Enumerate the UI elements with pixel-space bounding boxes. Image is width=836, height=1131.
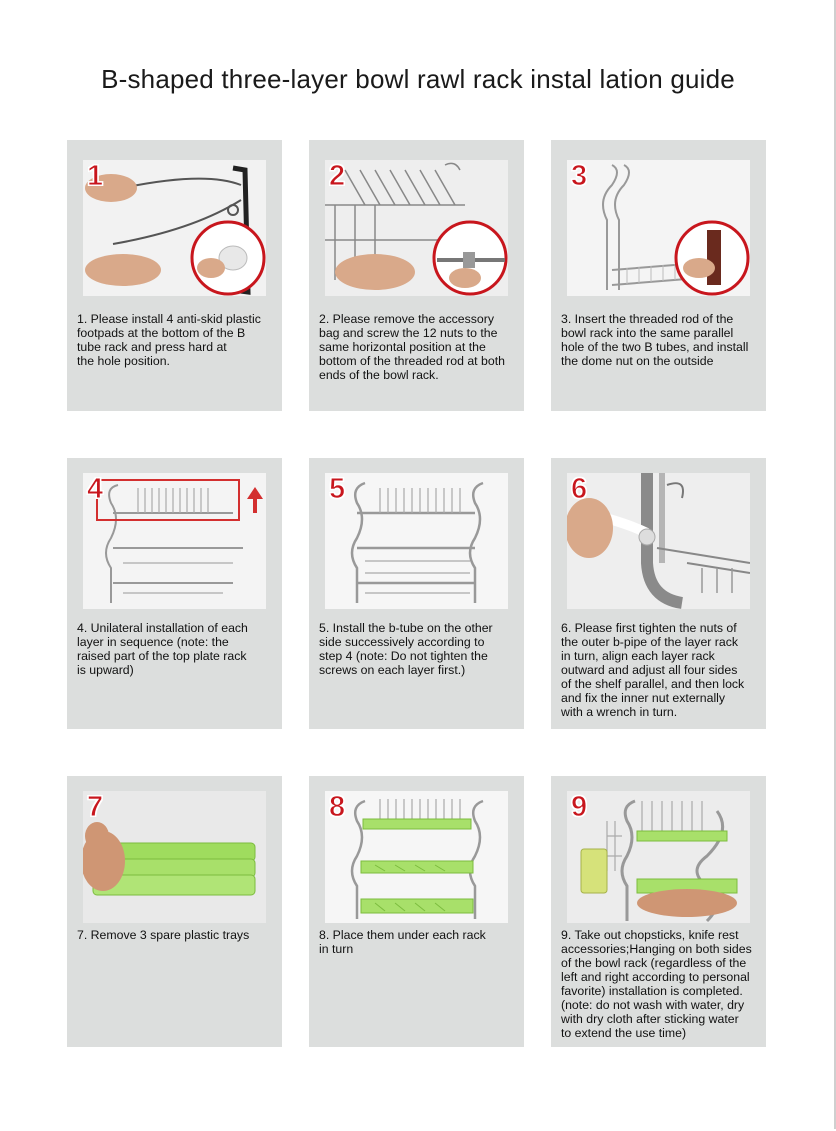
- step-description-8: 8. Place them under each rack in turn: [319, 928, 486, 956]
- step-card-8: [309, 776, 524, 1047]
- step-number-8: 8: [329, 791, 346, 823]
- step-number-3: 3: [571, 160, 588, 192]
- step-card-1: [67, 140, 282, 411]
- wrench-tighten-photo: [567, 473, 750, 609]
- step-card-7: [67, 776, 282, 1047]
- step-card-4: [67, 458, 282, 729]
- step-number-6: 6: [571, 473, 588, 505]
- step-description-1: 1. Please install 4 anti-skid plastic footpads at the bottom of the B tube rack and press hard at the hole position.: [77, 312, 261, 368]
- step-number-9: 9: [571, 791, 588, 823]
- step-description-7: 7. Remove 3 spare plastic trays: [77, 928, 250, 942]
- step-number-7: 7: [87, 791, 104, 823]
- unilateral-install-photo: [83, 473, 266, 609]
- step-description-9: 9. Take out chopsticks, knife rest accessories;Hanging on both sides of the bowl rack (regardless of the left and right according to personal favorite) installation is completed. (note: do not wash with water, dry with dry cloth after sticking water to extend the use time): [561, 928, 752, 1040]
- step-number-4: 4: [87, 473, 104, 505]
- step-description-4: 4. Unilateral installation of each layer in sequence (note: the raised part of the top plate rack is upward): [77, 621, 248, 677]
- page-title: B-shaped three-layer bowl rawl rack instal lation guide: [101, 64, 735, 94]
- install-footpads-photo: [83, 160, 266, 296]
- plastic-trays-photo: [83, 791, 266, 923]
- step-description-5: 5. Install the b-tube on the other side successively according to step 4 (note: Do not tighten the screws on each layer first.): [319, 621, 493, 677]
- trays-placed-photo: [325, 791, 508, 923]
- install-btube-photo: [325, 473, 508, 609]
- completed-rack-photo: [567, 791, 750, 923]
- step-description-3: 3. Insert the threaded rod of the bowl rack into the same parallel hole of the two B tubes, and install the dome nut on the outside: [561, 312, 749, 368]
- step-number-2: 2: [329, 160, 346, 192]
- step-description-6: 6. Please first tighten the nuts of the outer b-pipe of the layer rack in turn, align each layer rack outward and adjust all four sides of the shelf parallel, and then lock and fix the inner nut externally with a wrench in turn.: [561, 621, 745, 719]
- step-description-2: 2. Please remove the accessory bag and screw the 12 nuts to the same horizontal position at the bottom of the threaded rod at both ends of the bowl rack.: [319, 312, 505, 382]
- step-number-1: 1: [87, 160, 104, 192]
- step-card-5: [309, 458, 524, 729]
- step-number-5: 5: [329, 473, 346, 505]
- insert-rod-photo: [567, 160, 750, 296]
- step-card-2: [309, 140, 524, 411]
- screw-nuts-photo: [325, 160, 508, 296]
- step-card-3: [551, 140, 766, 411]
- step-card-6: [551, 458, 766, 729]
- step-card-9: [551, 776, 766, 1047]
